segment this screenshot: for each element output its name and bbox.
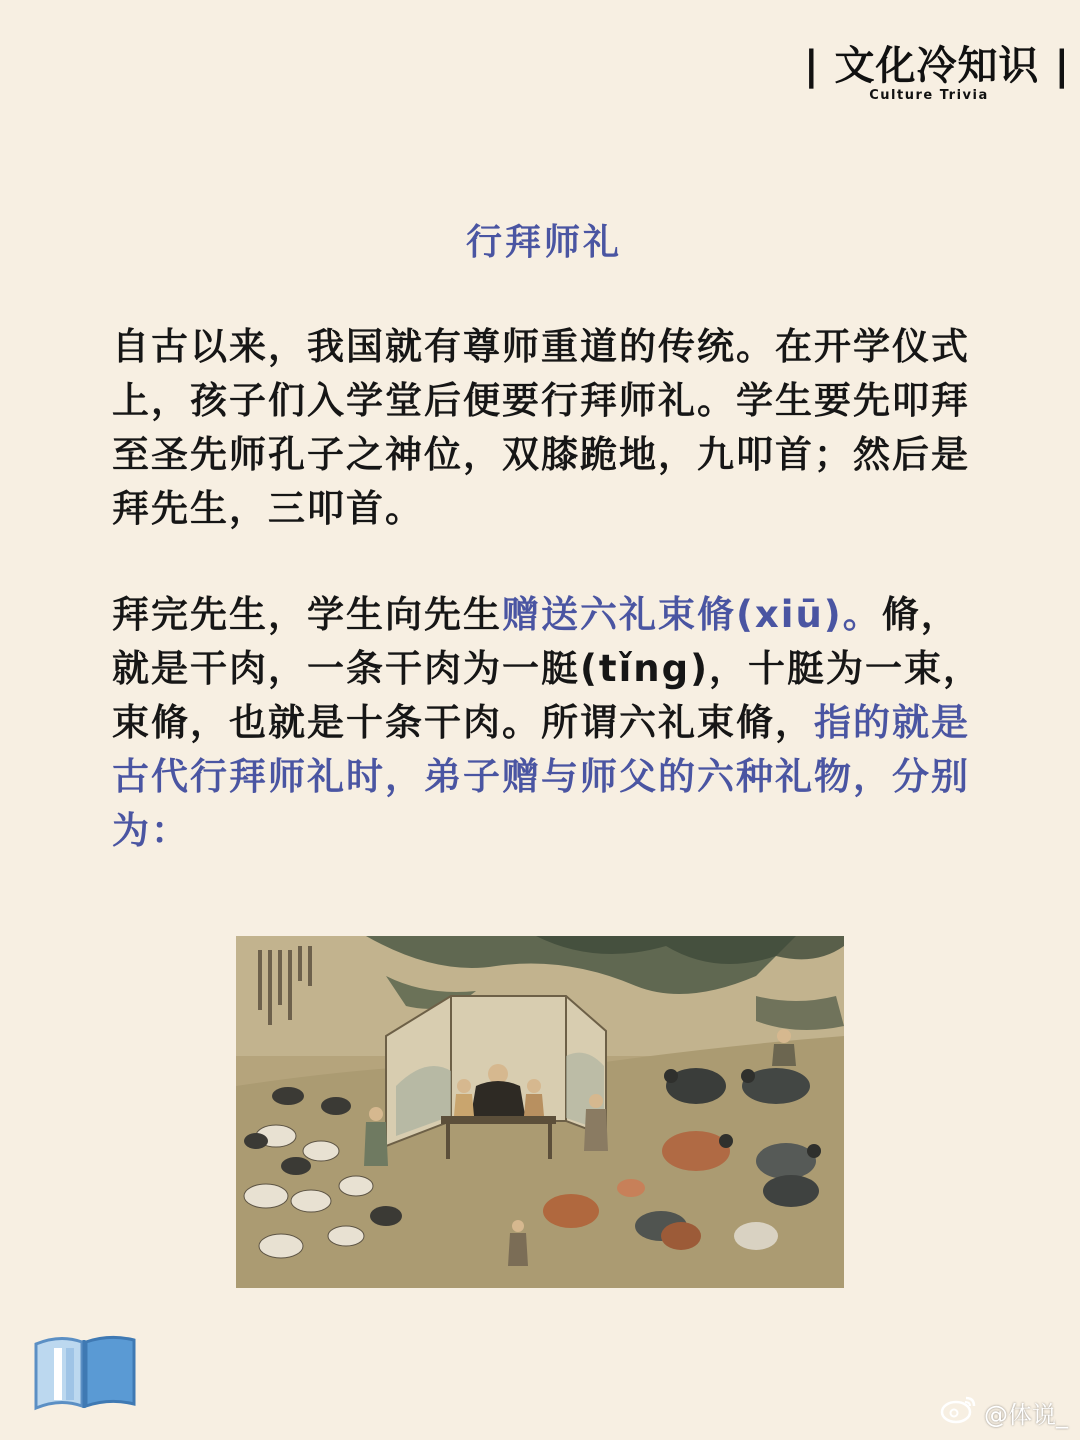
weibo-icon — [940, 1394, 978, 1430]
painting-illustration — [236, 936, 844, 1288]
brand-bar-right: | — [1054, 43, 1071, 89]
brand-title-text: 文化冷知识 — [834, 43, 1040, 89]
painting-image — [236, 936, 844, 1288]
paragraph-gifts — [112, 588, 982, 858]
brand-title — [804, 40, 1071, 92]
watermark — [940, 1394, 1068, 1430]
paragraph-gifts-seg2: 赠送六礼束脩(xiū)。 — [502, 593, 882, 636]
section-heading: 行拜师礼 — [465, 222, 622, 263]
paragraph-gifts-seg3: 脩，就是干肉，一条干肉为一脡(tǐng)，十脡为一束，束脩，也就是十条干肉。所谓六礼束脩， — [112, 593, 983, 744]
watermark-text: @体说_ — [984, 1400, 1068, 1429]
paragraph-gifts-seg4: 指的就是古代行拜师礼时，弟子赠与师父的六种礼物，分别为： — [112, 701, 970, 852]
brand-header — [804, 40, 1071, 103]
brand-subtitle: Culture Trivia — [869, 88, 989, 103]
brand-bar-left: | — [804, 43, 820, 89]
paragraph-gifts-seg1: 拜完先生，学生向先生 — [112, 593, 502, 636]
book-icon — [30, 1330, 140, 1416]
paragraph-intro: 自古以来，我国就有尊师重道的传统。在开学仪式上，孩子们入学堂后便要行拜师礼。学生要先叩拜至圣先师孔子之神位，双膝跪地，九叩首；然后是拜先生，三叩首。 — [112, 325, 970, 530]
